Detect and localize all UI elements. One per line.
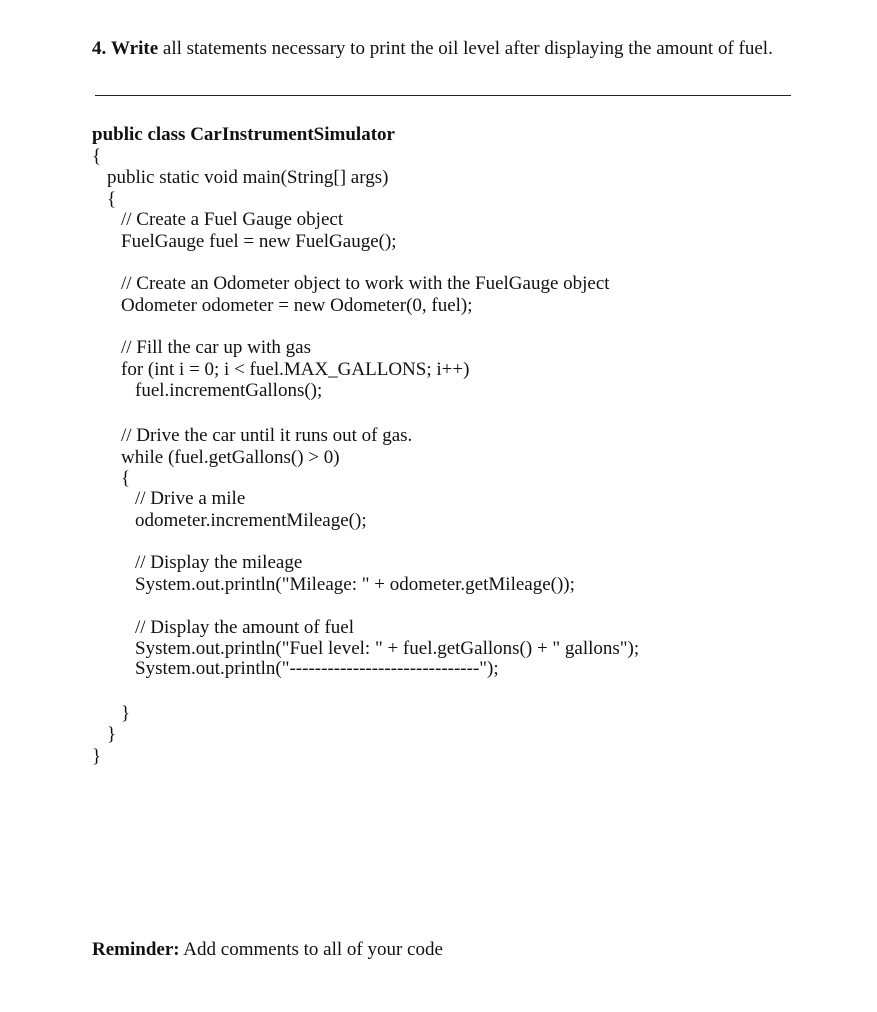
class-close-brace: }: [92, 746, 102, 767]
stmt-increment-mileage: odometer.incrementMileage();: [135, 510, 367, 531]
main-declaration: public static void main(String[] args): [107, 167, 389, 188]
question-keyword: Write: [111, 38, 159, 59]
comment-create-odometer: // Create an Odometer object to work with the FuelGauge object: [121, 273, 610, 294]
class-open-brace: {: [92, 146, 102, 167]
main-close-brace: }: [107, 724, 117, 745]
stmt-while-loop: while (fuel.getGallons() > 0): [121, 447, 340, 468]
comment-display-mileage: // Display the mileage: [135, 552, 303, 573]
answer-divider: [95, 95, 791, 96]
comment-fill-gas: // Fill the car up with gas: [121, 337, 311, 358]
main-open-brace: {: [107, 189, 117, 210]
class-declaration: public class CarInstrumentSimulator: [92, 124, 395, 145]
stmt-create-fuel: FuelGauge fuel = new FuelGauge();: [121, 231, 397, 252]
reminder-text: Add comments to all of your code: [183, 939, 443, 960]
comment-create-fuel: // Create a Fuel Gauge object: [121, 209, 344, 230]
comment-drive-car: // Drive the car until it runs out of gas.: [121, 425, 413, 446]
question-prompt: [92, 38, 792, 60]
stmt-for-loop: for (int i = 0; i < fuel.MAX_GALLONS; i++): [121, 359, 470, 380]
reminder-note: [92, 939, 443, 961]
question-number: 4.: [92, 38, 107, 59]
while-close-brace: }: [121, 703, 131, 724]
stmt-create-odometer: Odometer odometer = new Odometer(0, fuel);: [121, 295, 473, 316]
comment-drive-mile: // Drive a mile: [135, 488, 246, 509]
stmt-print-fuel: System.out.println("Fuel level: " + fuel.getGallons() + " gallons");: [135, 638, 640, 659]
question-text: all statements necessary to print the oil level after displaying the amount of fuel.: [162, 38, 773, 59]
while-open-brace: {: [121, 468, 131, 489]
comment-display-fuel: // Display the amount of fuel: [135, 617, 354, 638]
stmt-increment-gallons: fuel.incrementGallons();: [135, 380, 323, 401]
reminder-label: Reminder:: [92, 939, 180, 960]
stmt-print-dashes: System.out.println("------------------------------");: [135, 658, 499, 679]
stmt-print-mileage: System.out.println("Mileage: " + odometer.getMileage());: [135, 574, 575, 595]
